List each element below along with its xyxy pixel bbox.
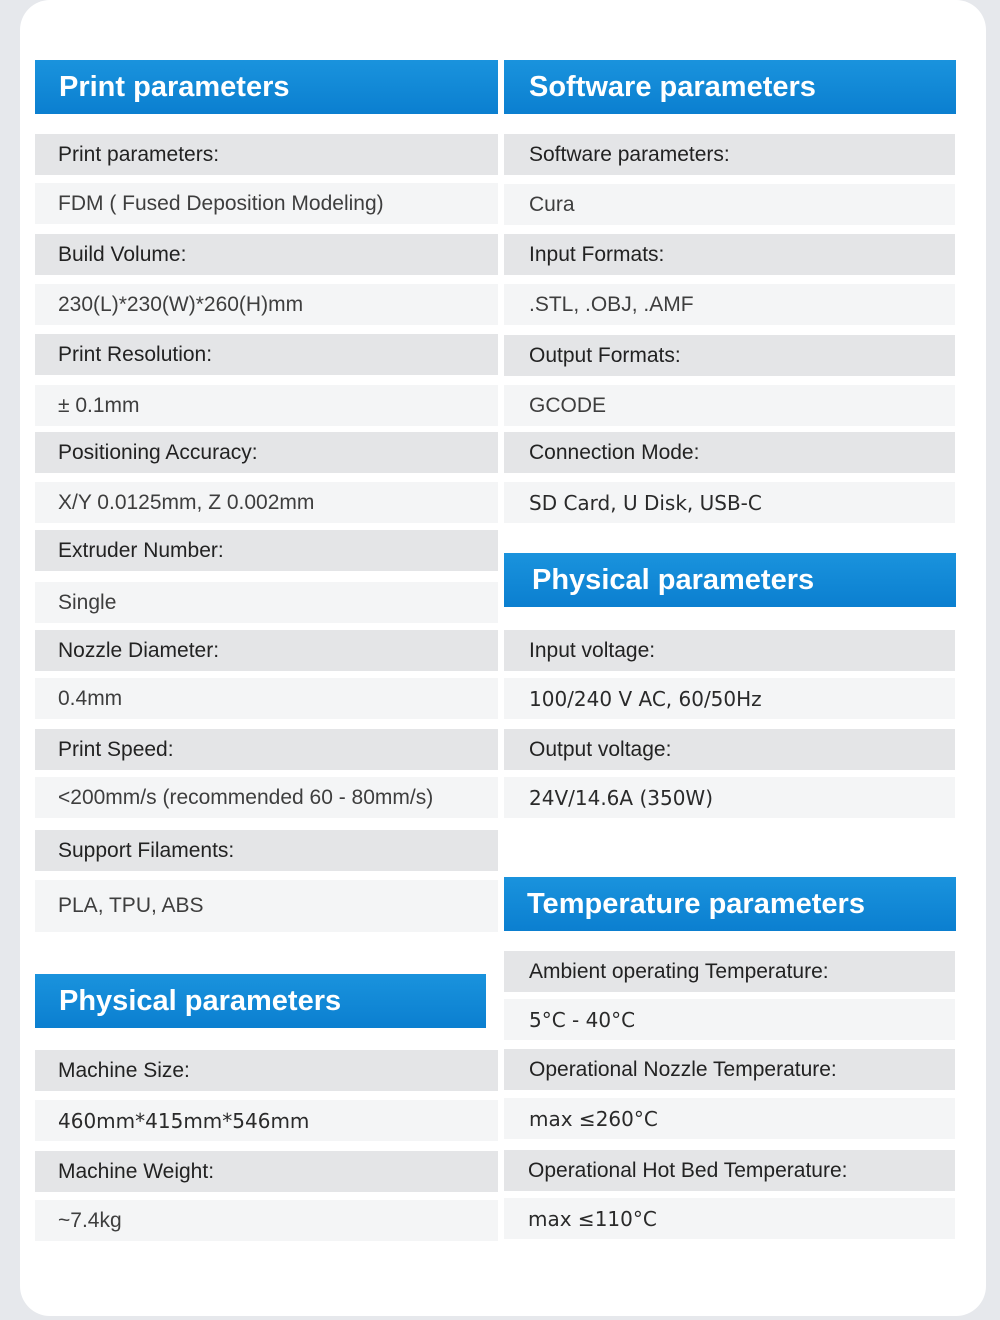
spec-value: 230(L)*230(W)*260(H)mm	[35, 284, 498, 325]
spec-label: Build Volume:	[35, 234, 498, 275]
spec-label: Machine Size:	[35, 1050, 498, 1091]
spec-label: Print Speed:	[35, 729, 498, 770]
spec-value: 24V/14.6A (350W)	[504, 777, 955, 818]
spec-label: Input Formats:	[504, 234, 955, 275]
spec-label: Print Resolution:	[35, 334, 498, 375]
physical-parameters-header-left: Physical parameters	[35, 974, 486, 1028]
spec-label: Operational Nozzle Temperature:	[504, 1049, 955, 1090]
spec-label: Positioning Accuracy:	[35, 432, 498, 473]
spec-label: Operational Hot Bed Temperature:	[504, 1150, 955, 1191]
spec-value: ± 0.1mm	[35, 385, 498, 426]
spec-value: <200mm/s (recommended 60 - 80mm/s)	[35, 777, 498, 818]
spec-label: Extruder Number:	[35, 530, 498, 571]
spec-label: Nozzle Diameter:	[35, 630, 498, 671]
spec-value: X/Y 0.0125mm, Z 0.002mm	[35, 482, 498, 523]
spec-label: Ambient operating Temperature:	[504, 951, 955, 992]
temperature-parameters-header: Temperature parameters	[504, 877, 956, 931]
spec-value: 5°C - 40°C	[504, 999, 955, 1040]
spec-value: Cura	[504, 184, 955, 225]
spec-value: 460mm*415mm*546mm	[35, 1100, 498, 1141]
spec-label: Connection Mode:	[504, 432, 955, 473]
spec-label: Input voltage:	[504, 630, 955, 671]
spec-value: max ≤260°C	[504, 1098, 955, 1139]
spec-value: FDM ( Fused Deposition Modeling)	[35, 183, 498, 224]
spec-label: Print parameters:	[35, 134, 498, 175]
spec-label: Output Formats:	[504, 335, 955, 376]
spec-label: Output voltage:	[504, 729, 955, 770]
spec-value: 0.4mm	[35, 678, 498, 719]
spec-value: SD Card, U Disk, USB-C	[504, 482, 955, 523]
spec-value: 100/240 V AC, 60/50Hz	[504, 678, 955, 719]
spec-label: Software parameters:	[504, 134, 955, 175]
spec-value: Single	[35, 582, 498, 623]
spec-value: .STL, .OBJ, .AMF	[504, 284, 955, 325]
spec-label: Machine Weight:	[35, 1151, 498, 1192]
spec-label: Support Filaments:	[35, 830, 498, 871]
spec-value: PLA, TPU, ABS	[35, 880, 498, 932]
spec-value: GCODE	[504, 385, 955, 426]
software-parameters-header: Software parameters	[504, 60, 956, 114]
print-parameters-header: Print parameters	[35, 60, 498, 114]
spec-value: max ≤110°C	[504, 1198, 955, 1239]
spec-value: ~7.4kg	[35, 1200, 498, 1241]
physical-parameters-header-right: Physical parameters	[504, 553, 956, 607]
